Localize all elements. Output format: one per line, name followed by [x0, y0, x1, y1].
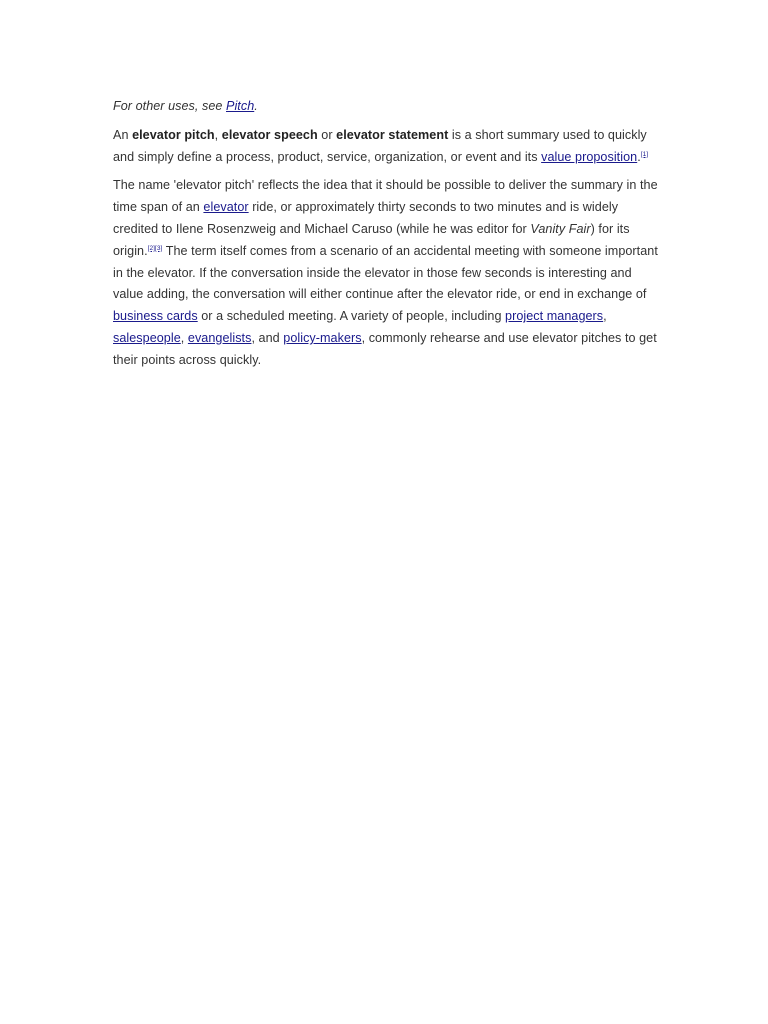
- evangelists-link[interactable]: evangelists: [187, 330, 252, 345]
- elevator-link[interactable]: elevator: [203, 200, 249, 215]
- article-body: [113, 96, 658, 379]
- policy-makers-link[interactable]: policy-makers: [283, 330, 362, 345]
- pitch-link[interactable]: Pitch: [226, 99, 255, 113]
- text-segment: or a scheduled meeting. A variety of people, including: [197, 309, 506, 324]
- text-segment: , commonly rehearse and use elevator pitches to get their points across quickly.: [113, 330, 657, 367]
- hatnote-prefix: For other uses, see: [113, 99, 226, 113]
- text-segment: ,: [214, 127, 222, 142]
- paragraph-definition: [113, 125, 658, 169]
- text-segment: or: [317, 127, 337, 142]
- salespeople-link[interactable]: salespeople: [113, 330, 181, 345]
- paragraph-origin: [113, 175, 658, 371]
- hatnote: [113, 96, 658, 118]
- citation-2-3-link[interactable]: [2][3]: [147, 244, 163, 252]
- text-segment: The name 'elevator pitch' reflects the idea that it should be possible to deliver the summary in the time span of an: [113, 178, 658, 215]
- citation-1: [641, 151, 648, 158]
- value-proposition-link[interactable]: value proposition: [541, 149, 638, 164]
- text-segment: The term itself comes from a scenario of an accidental meeting with someone important in the elevator. If the conversation inside the elevator in those few seconds is interesting and value adding, the conversation will either continue after the elevator ride, or end in exchange of: [113, 243, 658, 302]
- text-segment: ) for its origin.: [113, 221, 630, 258]
- citation-2-3: [148, 245, 163, 252]
- term-elevator-statement: elevator statement: [336, 127, 449, 142]
- text-segment: is a short summary used to quickly and simply define a process, product, service, organization, or event and its: [113, 127, 647, 164]
- text-segment: , and: [251, 330, 284, 345]
- text-segment: ride, or approximately thirty seconds to two minutes and is widely credited to Ilene Rosenzweig and Michael Caruso (while he was editor for: [113, 200, 619, 236]
- project-managers-link[interactable]: project managers: [505, 309, 604, 324]
- term-elevator-speech: elevator speech: [221, 127, 318, 142]
- text-segment: An: [113, 127, 133, 142]
- text-segment: .: [637, 149, 641, 164]
- hatnote-suffix: .: [254, 99, 258, 113]
- term-elevator-pitch: elevator pitch: [132, 127, 215, 142]
- vanity-fair-title: Vanity Fair: [530, 221, 591, 236]
- business-cards-link[interactable]: business cards: [113, 309, 198, 324]
- text-segment: ,: [603, 309, 607, 324]
- citation-1-link[interactable]: [1]: [640, 150, 649, 158]
- text-segment: ,: [180, 330, 188, 345]
